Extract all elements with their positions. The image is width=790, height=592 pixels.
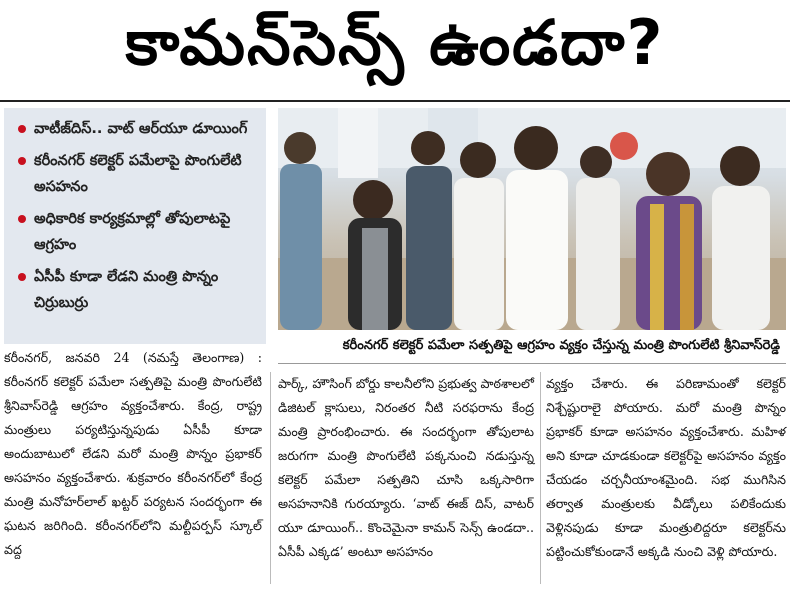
highlight-item [18,116,258,142]
article-paragraph: వ్యక్తం చేశారు. ఈ పరిణామంతో కలెక్టర్ నిశ్చేష్టురాలై పోయారు. మరో మంత్రి పొన్నం ప్రభాకర్ కూడా అసహనం వ్యక్తంచేశారు. మహిళ అని కూడా చూడకుండా కలెక్టర్‌పై అసహనం వ్యక్తం చేయడం చర్చనీయాంశమైంది. సభ ముగిసిన తర్వాత మంత్రులకు వీడ్కోలు పలికేందుకు వెళ్లినపుడు కూడా మంత్రులిద్దరూ కలెక్టర్‌ను పట్టించుకోకుండానే అక్కడి నుంచి వెళ్లి పోయారు. [546,376,786,559]
bullet-dot-icon [18,125,26,133]
headline-rule [0,100,790,102]
headline: కామన్‌సెన్స్ ఉండదా? [125,6,665,79]
highlight-text: కరీంనగర్ కలెక్టర్ పమేలాపై పొంగులేటి అసహనం [34,153,242,195]
article-column-2 [278,372,534,564]
highlight-item [18,264,258,316]
column-divider [540,372,541,584]
bullet-dot-icon [18,215,26,223]
bullet-dot-icon [18,273,26,281]
highlight-item [18,206,258,258]
highlights-box [4,108,266,344]
article-paragraph: పార్క్, హౌసింగ్ బోర్డు కాలనీలోని ప్రభుత్వ పాఠశాలలో డిజిటల్ క్లాసులు, నిరంతర నీటి సరఫరాను కేంద్ర మంత్రి ప్రారంభించారు. ఈ సందర్భంగా తోపులాట జరుగగా మంత్రి పొంగులేటి పక్కనుంచి నడుస్తున్న కలెక్టర్ పమేలా సత్పతిని చూసి ఒక్కసారిగా అసహనానికి గురయ్యారు. ‘వాట్ ఈజ్ దిస్, వాటర్ యూ డూయింగ్.. కొంచెమైనా కామన్ సెన్స్ ఉండదా.. ఏసీపీ ఎక్కడ’ అంటూ అసహనం [278,376,534,559]
photo-illustration [278,108,786,330]
column-divider [270,372,271,584]
bullet-dot-icon [18,157,26,165]
highlight-text: అధికారిక కార్యక్రమాల్లో తోపులాటపై ఆగ్రహం [34,211,231,253]
highlight-text: ఏసీపీ కూడా లేడని మంత్రి పొన్నం చిర్రుబుర్రు [34,269,219,311]
article-paragraph: కరీంనగర్, జనవరి 24 (నమస్తే తెలంగాణ) : కరీంనగర్ కలెక్టర్ పమేలా సత్పతిపై మంత్రి పొంగులేటి శ్రీనివాస్‌రెడ్డి ఆగ్రహం వ్యక్తంచేశారు. కేంద్ర, రాష్ట్ర మంత్రులు పర్యటిస్తున్నపుడు ఏసీపీ కూడా అందుబాటులో లేడని మరో మంత్రి పొన్నం ప్రభాకర్ అసహనం వ్యక్తంచేశారు. శుక్రవారం కరీంనగర్‌లో కేంద్ర మంత్రి మనోహర్‌లాల్ ఖట్టర్ పర్యటన సందర్భంగా ఈ ఘటన జరిగింది. కరీంనగర్‌లోని మల్టీపర్పస్ స్కూల్ వద్ద [4,350,262,557]
news-photo [278,108,786,330]
highlight-text: వాటీజ్‌దిస్.. వాట్ ఆర్‌యూ డూయింగ్ [34,121,248,137]
article-column-3 [546,372,786,564]
highlight-item [18,148,258,200]
photo-caption: కరీంనగర్ కలెక్టర్ పమేలా సత్పతిపై ఆగ్రహం వ్యక్తం చేస్తున్న మంత్రి పొంగులేటి శ్రీనివాస్‌రెడ్డి [278,330,786,364]
article-column-1 [4,346,262,562]
